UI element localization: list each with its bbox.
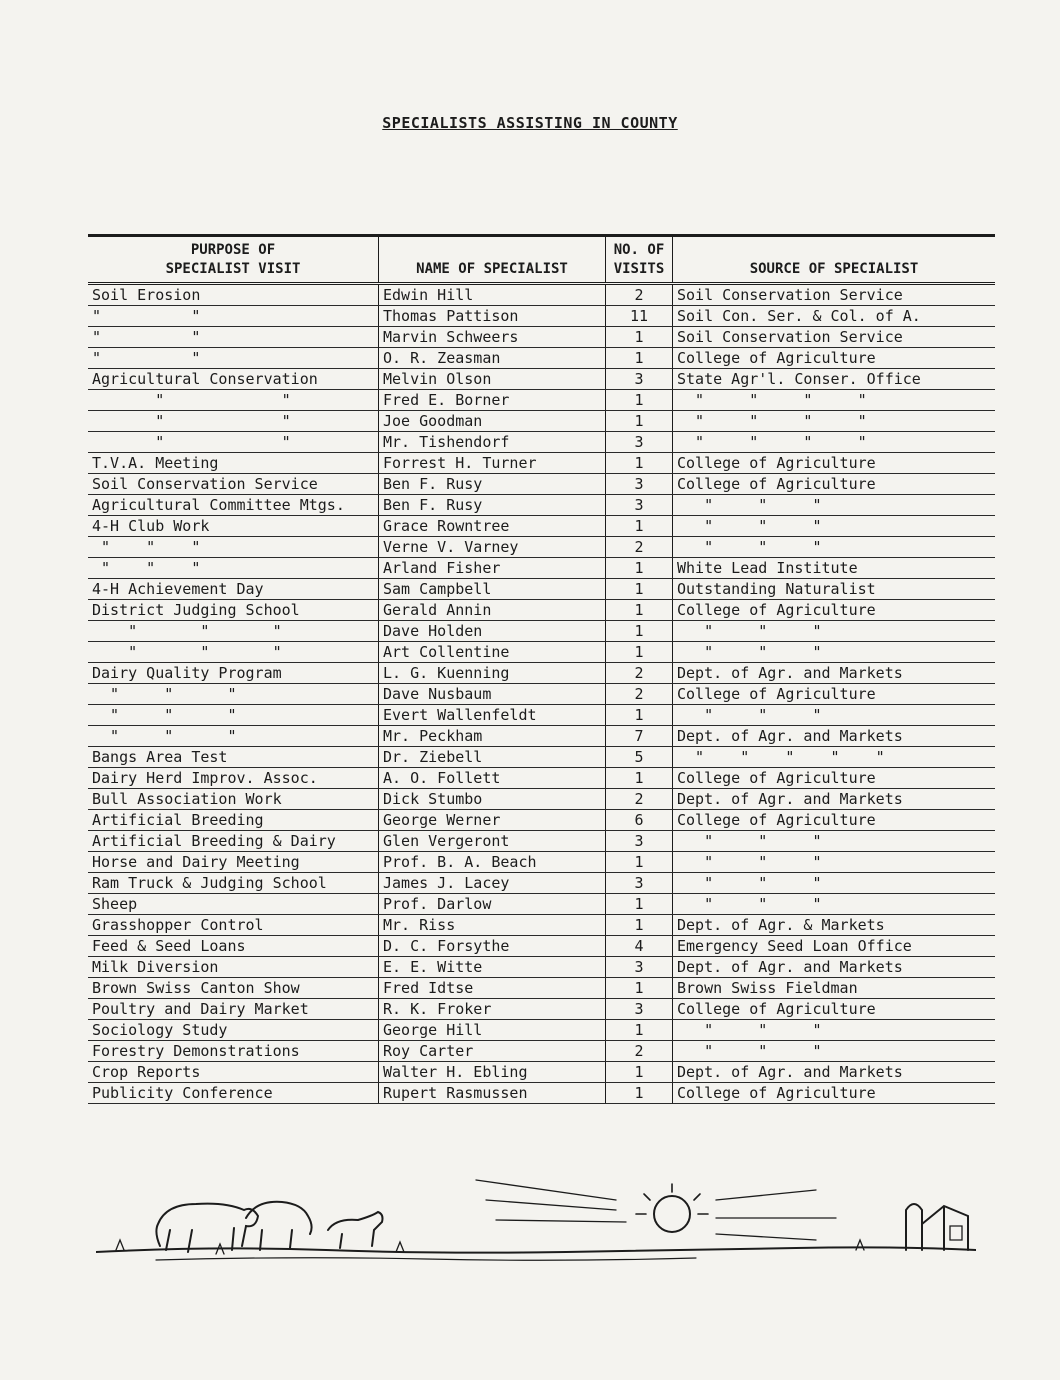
cell-source: White Lead Institute <box>673 558 996 579</box>
cell-visits: 5 <box>606 747 673 768</box>
cell-visits: 3 <box>606 369 673 390</box>
cell-purpose: " " <box>88 348 379 369</box>
cell-purpose: " " <box>88 432 379 453</box>
table-header-row <box>88 236 995 284</box>
cell-source: College of Agriculture <box>673 600 996 621</box>
cell-purpose: Dairy Herd Improv. Assoc. <box>88 768 379 789</box>
cell-purpose: Bangs Area Test <box>88 747 379 768</box>
cell-purpose: " " " <box>88 558 379 579</box>
cell-name: George Werner <box>379 810 606 831</box>
cell-name: Joe Goodman <box>379 411 606 432</box>
cell-source: " " " " " <box>673 747 996 768</box>
cell-name: Mr. Tishendorf <box>379 432 606 453</box>
table-row <box>88 789 995 810</box>
cell-source: Dept. of Agr. and Markets <box>673 1062 996 1083</box>
cell-visits: 1 <box>606 411 673 432</box>
table-row <box>88 831 995 852</box>
table-row <box>88 411 995 432</box>
header-visits <box>606 236 673 284</box>
cell-purpose: Artificial Breeding & Dairy <box>88 831 379 852</box>
cell-source: College of Agriculture <box>673 684 996 705</box>
cell-purpose: " " <box>88 390 379 411</box>
cell-visits: 1 <box>606 453 673 474</box>
cell-name: E. E. Witte <box>379 957 606 978</box>
cell-source: " " " <box>673 621 996 642</box>
cell-visits: 1 <box>606 600 673 621</box>
cell-name: O. R. Zeasman <box>379 348 606 369</box>
cell-visits: 7 <box>606 726 673 747</box>
farm-scene-illustration <box>96 1160 976 1270</box>
cell-visits: 3 <box>606 999 673 1020</box>
table-row <box>88 537 995 558</box>
header-purpose <box>88 236 379 284</box>
cell-source: Dept. of Agr. & Markets <box>673 915 996 936</box>
cell-source: Dept. of Agr. and Markets <box>673 957 996 978</box>
table-row <box>88 768 995 789</box>
cell-visits: 11 <box>606 306 673 327</box>
cell-source: " " " <box>673 642 996 663</box>
cell-purpose: District Judging School <box>88 600 379 621</box>
cell-purpose: Sheep <box>88 894 379 915</box>
cell-source: " " " <box>673 516 996 537</box>
cell-name: James J. Lacey <box>379 873 606 894</box>
cell-source: " " " <box>673 852 996 873</box>
cell-purpose: Bull Association Work <box>88 789 379 810</box>
cell-source: " " " <box>673 705 996 726</box>
cell-source: " " " <box>673 495 996 516</box>
cell-purpose: Soil Erosion <box>88 284 379 306</box>
cell-purpose: Grasshopper Control <box>88 915 379 936</box>
cell-visits: 1 <box>606 621 673 642</box>
cell-name: Dick Stumbo <box>379 789 606 810</box>
cell-purpose: Ram Truck & Judging School <box>88 873 379 894</box>
table-row <box>88 1041 995 1062</box>
table-row <box>88 936 995 957</box>
cell-name: R. K. Froker <box>379 999 606 1020</box>
cell-source: College of Agriculture <box>673 453 996 474</box>
cell-name: Gerald Annin <box>379 600 606 621</box>
cell-name: Prof. Darlow <box>379 894 606 915</box>
cell-visits: 1 <box>606 516 673 537</box>
header-name: NAME OF SPECIALIST <box>379 236 606 284</box>
cell-purpose: " " <box>88 411 379 432</box>
table-row <box>88 684 995 705</box>
cell-purpose: Publicity Conference <box>88 1083 379 1104</box>
cell-source: " " " <box>673 1020 996 1041</box>
cell-name: Art Collentine <box>379 642 606 663</box>
table-row <box>88 642 995 663</box>
table-row <box>88 495 995 516</box>
cell-purpose: Milk Diversion <box>88 957 379 978</box>
cell-name: Glen Vergeront <box>379 831 606 852</box>
cell-purpose: Crop Reports <box>88 1062 379 1083</box>
cell-purpose: Soil Conservation Service <box>88 474 379 495</box>
cell-source: College of Agriculture <box>673 1083 996 1104</box>
cell-visits: 3 <box>606 495 673 516</box>
table-row <box>88 348 995 369</box>
cell-source: " " " " <box>673 411 996 432</box>
table-row <box>88 852 995 873</box>
cell-name: L. G. Kuenning <box>379 663 606 684</box>
cell-visits: 1 <box>606 579 673 600</box>
cell-source: Dept. of Agr. and Markets <box>673 663 996 684</box>
cell-purpose: " " " <box>88 684 379 705</box>
cell-purpose: 4-H Achievement Day <box>88 579 379 600</box>
cell-source: Dept. of Agr. and Markets <box>673 726 996 747</box>
table-body <box>88 284 995 1104</box>
table-row <box>88 579 995 600</box>
cell-visits: 3 <box>606 873 673 894</box>
cell-name: Mr. Riss <box>379 915 606 936</box>
cell-visits: 4 <box>606 936 673 957</box>
cell-visits: 1 <box>606 768 673 789</box>
cell-name: Melvin Olson <box>379 369 606 390</box>
table-row <box>88 474 995 495</box>
table-row <box>88 1083 995 1104</box>
cell-name: Prof. B. A. Beach <box>379 852 606 873</box>
table-row <box>88 978 995 999</box>
cell-purpose: Agricultural Committee Mtgs. <box>88 495 379 516</box>
header-purpose-line-1: PURPOSE OF <box>190 242 276 258</box>
cell-purpose: " " " <box>88 642 379 663</box>
cell-name: Sam Campbell <box>379 579 606 600</box>
cell-visits: 1 <box>606 642 673 663</box>
cell-source: " " " " <box>673 432 996 453</box>
cell-purpose: Forestry Demonstrations <box>88 1041 379 1062</box>
cell-source: Soil Con. Ser. & Col. of A. <box>673 306 996 327</box>
cell-source: College of Agriculture <box>673 999 996 1020</box>
cell-name: Verne V. Varney <box>379 537 606 558</box>
page-title: SPECIALISTS ASSISTING IN COUNTY <box>382 114 678 132</box>
cell-visits: 1 <box>606 852 673 873</box>
header-visits-line-1: NO. OF <box>613 242 665 258</box>
cell-name: Roy Carter <box>379 1041 606 1062</box>
table-row <box>88 705 995 726</box>
cell-visits: 1 <box>606 894 673 915</box>
table-row <box>88 306 995 327</box>
cell-name: Mr. Peckham <box>379 726 606 747</box>
cell-purpose: " " <box>88 306 379 327</box>
table-row <box>88 663 995 684</box>
cell-name: Evert Wallenfeldt <box>379 705 606 726</box>
cell-visits: 2 <box>606 537 673 558</box>
header-visits-line-2: VISITS <box>613 261 665 277</box>
cell-name: Dave Nusbaum <box>379 684 606 705</box>
cell-source: Soil Conservation Service <box>673 284 996 306</box>
cell-visits: 2 <box>606 789 673 810</box>
cell-source: " " " <box>673 537 996 558</box>
cell-source: College of Agriculture <box>673 810 996 831</box>
table-row <box>88 894 995 915</box>
cell-visits: 1 <box>606 705 673 726</box>
table-row <box>88 369 995 390</box>
table-row <box>88 999 995 1020</box>
table-row <box>88 516 995 537</box>
cell-purpose: T.V.A. Meeting <box>88 453 379 474</box>
cell-name: Dr. Ziebell <box>379 747 606 768</box>
cell-name: Fred E. Borner <box>379 390 606 411</box>
cell-purpose: " " " <box>88 621 379 642</box>
cell-visits: 2 <box>606 284 673 306</box>
cell-source: " " " <box>673 1041 996 1062</box>
cell-purpose: Dairy Quality Program <box>88 663 379 684</box>
table-row <box>88 873 995 894</box>
table-row <box>88 747 995 768</box>
cell-visits: 2 <box>606 663 673 684</box>
table-row <box>88 915 995 936</box>
cell-source: State Agr'l. Conser. Office <box>673 369 996 390</box>
cell-name: Fred Idtse <box>379 978 606 999</box>
cell-source: Brown Swiss Fieldman <box>673 978 996 999</box>
cell-name: Rupert Rasmussen <box>379 1083 606 1104</box>
cell-visits: 2 <box>606 1041 673 1062</box>
cell-visits: 2 <box>606 684 673 705</box>
cell-visits: 6 <box>606 810 673 831</box>
table-row <box>88 1020 995 1041</box>
cell-purpose: Artificial Breeding <box>88 810 379 831</box>
cell-source: Emergency Seed Loan Office <box>673 936 996 957</box>
cell-purpose: 4-H Club Work <box>88 516 379 537</box>
cell-purpose: Poultry and Dairy Market <box>88 999 379 1020</box>
cell-purpose: Agricultural Conservation <box>88 369 379 390</box>
cell-name: Ben F. Rusy <box>379 495 606 516</box>
cell-visits: 1 <box>606 327 673 348</box>
cell-purpose: Brown Swiss Canton Show <box>88 978 379 999</box>
cell-source: " " " <box>673 894 996 915</box>
cell-name: Thomas Pattison <box>379 306 606 327</box>
cell-name: George Hill <box>379 1020 606 1041</box>
table-row <box>88 558 995 579</box>
cell-visits: 1 <box>606 348 673 369</box>
cell-source: College of Agriculture <box>673 474 996 495</box>
cell-source: Outstanding Naturalist <box>673 579 996 600</box>
table-row <box>88 726 995 747</box>
cell-visits: 1 <box>606 1062 673 1083</box>
header-purpose-line-2: SPECIALIST VISIT <box>165 261 301 277</box>
cell-visits: 3 <box>606 432 673 453</box>
cell-visits: 3 <box>606 474 673 495</box>
cell-purpose: " " " <box>88 537 379 558</box>
table-row <box>88 1062 995 1083</box>
cell-name: D. C. Forsythe <box>379 936 606 957</box>
cell-name: Ben F. Rusy <box>379 474 606 495</box>
cell-purpose: Feed & Seed Loans <box>88 936 379 957</box>
cell-name: Edwin Hill <box>379 284 606 306</box>
table-row <box>88 390 995 411</box>
cell-visits: 1 <box>606 1020 673 1041</box>
cell-name: A. O. Follett <box>379 768 606 789</box>
cell-source: Dept. of Agr. and Markets <box>673 789 996 810</box>
table-row <box>88 327 995 348</box>
cell-source: " " " " <box>673 390 996 411</box>
cell-purpose: " " <box>88 327 379 348</box>
cell-source: " " " <box>673 873 996 894</box>
table-row <box>88 957 995 978</box>
cell-visits: 1 <box>606 978 673 999</box>
cell-name: Dave Holden <box>379 621 606 642</box>
cell-source: College of Agriculture <box>673 768 996 789</box>
table-row <box>88 621 995 642</box>
cell-visits: 1 <box>606 558 673 579</box>
cell-visits: 1 <box>606 390 673 411</box>
cell-source: " " " <box>673 831 996 852</box>
header-source: SOURCE OF SPECIALIST <box>673 236 996 284</box>
cell-name: Grace Rowntree <box>379 516 606 537</box>
table-row <box>88 453 995 474</box>
cell-name: Walter H. Ebling <box>379 1062 606 1083</box>
cell-visits: 3 <box>606 957 673 978</box>
cell-source: College of Agriculture <box>673 348 996 369</box>
cell-name: Arland Fisher <box>379 558 606 579</box>
table-row <box>88 432 995 453</box>
cell-purpose: Sociology Study <box>88 1020 379 1041</box>
specialists-table-wrap <box>88 234 992 1104</box>
cell-visits: 3 <box>606 831 673 852</box>
specialists-table <box>88 234 995 1104</box>
cell-purpose: " " " <box>88 705 379 726</box>
table-row <box>88 284 995 306</box>
cell-name: Forrest H. Turner <box>379 453 606 474</box>
cell-purpose: Horse and Dairy Meeting <box>88 852 379 873</box>
cell-purpose: " " " <box>88 726 379 747</box>
table-row <box>88 600 995 621</box>
cell-name: Marvin Schweers <box>379 327 606 348</box>
table-row <box>88 810 995 831</box>
cell-visits: 1 <box>606 1083 673 1104</box>
cell-visits: 1 <box>606 915 673 936</box>
cell-source: Soil Conservation Service <box>673 327 996 348</box>
